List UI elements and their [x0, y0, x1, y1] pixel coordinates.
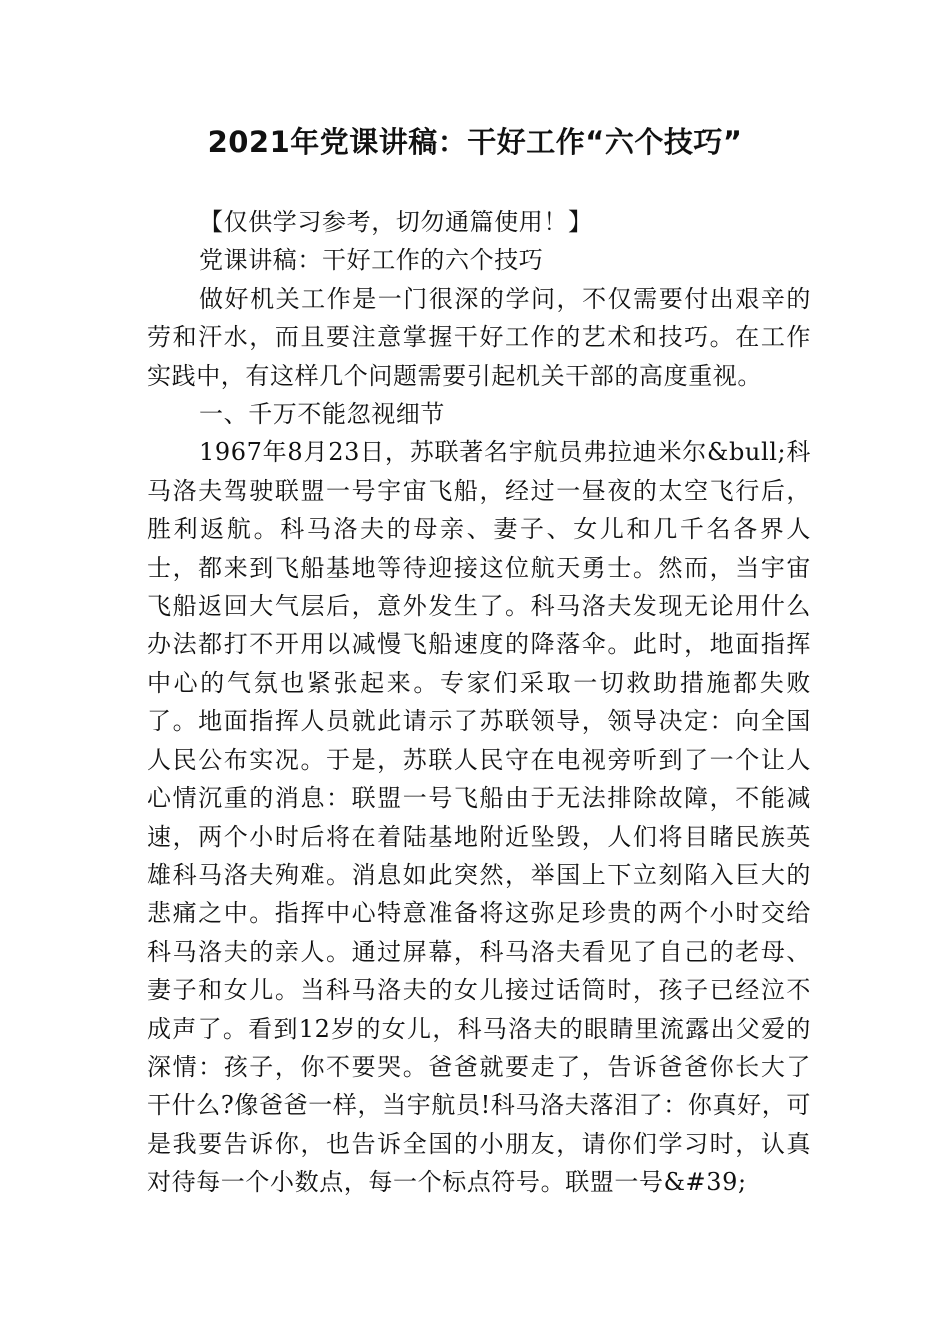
document-body: [147, 203, 811, 1202]
notice-paragraph: 【仅供学习参考，切勿通篇使用！】: [199, 208, 593, 236]
intro-paragraph: 做好机关工作是一门很深的学问，不仅需要付出艰辛的劳和汗水，而且要注意掌握干好工作的艺术和技巧。在工作实践中，有这样几个问题需要引起机关干部的高度重视。: [147, 284, 811, 390]
story-paragraph: 1967年8月23日，苏联著名宇航员弗拉迪米尔&bull;科马洛夫驾驶联盟一号宇宙飞船，经过一昼夜的太空飞行后，胜利返航。科马洛夫的母亲、妻子、女儿和几千名各界人士，都来到飞船基地等待迎接这位航天勇士。然而，当宇宙飞船返回大气层后，意外发生了。科马洛夫发现无论用什么办法都打不开用以减慢飞船速度的降落伞。此时，地面指挥中心的气氛也紧张起来。专家们采取一切救助措施都失败了。地面指挥人员就此请示了苏联领导，领导决定：向全国人民公布实况。于是，苏联人民守在电视旁听到了一个让人心情沉重的消息：联盟一号飞船由于无法排除故障，不能减速，两个小时后将在着陆基地附近坠毁，人们将目睹民族英雄科马洛夫殉难。消息如此突然，举国上下立刻陷入巨大的悲痛之中。指挥中心特意准备将这弥足珍贵的两个小时交给科马洛夫的亲人。通过屏幕，科马洛夫看见了自己的老母、妻子和女儿。当科马洛夫的女儿接过话筒时，孩子已经泣不成声了。看到12岁的女儿，科马洛夫的眼睛里流露出父爱的深情：孩子，你不要哭。爸爸就要走了，告诉爸爸你长大了干什么?像爸爸一样，当宇航员!科马洛夫落泪了：你真好，可是我要告诉你，也告诉全国的小朋友，请你们学习时，认真对待每一个小数点，每一个标点符号。联盟一号&#39;: [147, 438, 811, 1197]
section-heading: 一、千万不能忽视细节: [199, 400, 445, 429]
document-title: 2021年党课讲稿：干好工作“六个技巧”: [207, 125, 743, 159]
subtitle-paragraph: 党课讲稿：干好工作的六个技巧: [199, 246, 544, 275]
